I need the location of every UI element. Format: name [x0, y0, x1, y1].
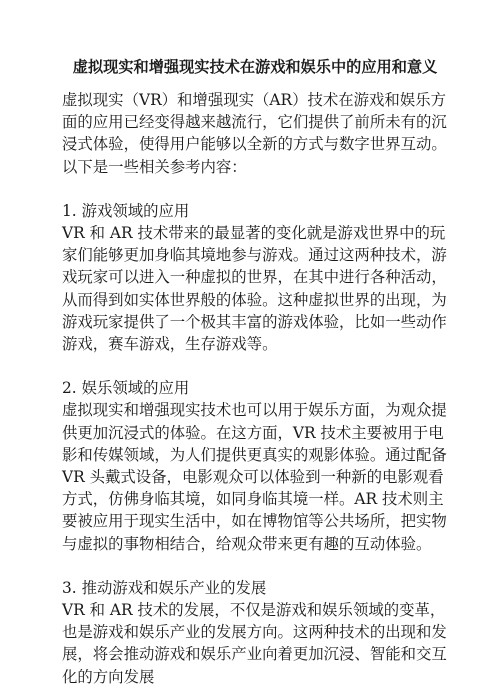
- section-body: VR 和 AR 技术带来的最显著的变化就是游戏世界中的玩家们能够更加身临其境地参与游戏。通过这两种技术，游戏玩家可以进入一种虚拟的世界，在其中进行各种活动，从而得到如实体世界般的体验。这种虚拟世界的出现，为游戏玩家提供了一个极其丰富的游戏体验，比如一些动作游戏，赛车游戏，生存游戏等。: [62, 224, 447, 354]
- section-games: [62, 200, 448, 355]
- section-heading: 3. 推动游戏和娱乐产业的发展: [62, 578, 267, 597]
- section-heading: 1. 游戏领域的应用: [62, 201, 190, 220]
- section-body: 虚拟现实和增强现实技术也可以用于娱乐方面，为观众提供更加沉浸式的体验。在这方面，VR 技术主要被用于电影和传媒领域，为人们提供更真实的观影体验。通过配备 VR 头戴式设备，电影观众可以体验到一种新的电影观看方式，仿佛身临其境，如同身临其境一样。AR 技术则主要被应用于现实生活中，如在博物馆等公共场所，把实物与虚拟的事物相结合，给观众带来更有趣的互动体验。: [62, 401, 447, 553]
- intro-paragraph: 虚拟现实（VR）和增强现实（AR）技术在游戏和娱乐方面的应用已经变得越来越流行，它们提供了前所未有的沉浸式体验，使得用户能够以全新的方式与数字世界互动。以下是一些相关参考内容：: [62, 91, 447, 176]
- document-title: 虚拟现实和增强现实技术在游戏和娱乐中的应用和意义: [72, 58, 438, 76]
- section-industry: [62, 577, 448, 688]
- section-heading: 2. 娱乐领域的应用: [62, 379, 190, 398]
- section-entertainment: [62, 377, 448, 555]
- section-body: VR 和 AR 技术的发展，不仅是游戏和娱乐领域的变革，也是游戏和娱乐产业的发展方向。这两种技术的出现和发展，将会推动游戏和娱乐产业向着更加沉浸、智能和交互化的方向发展: [62, 601, 447, 686]
